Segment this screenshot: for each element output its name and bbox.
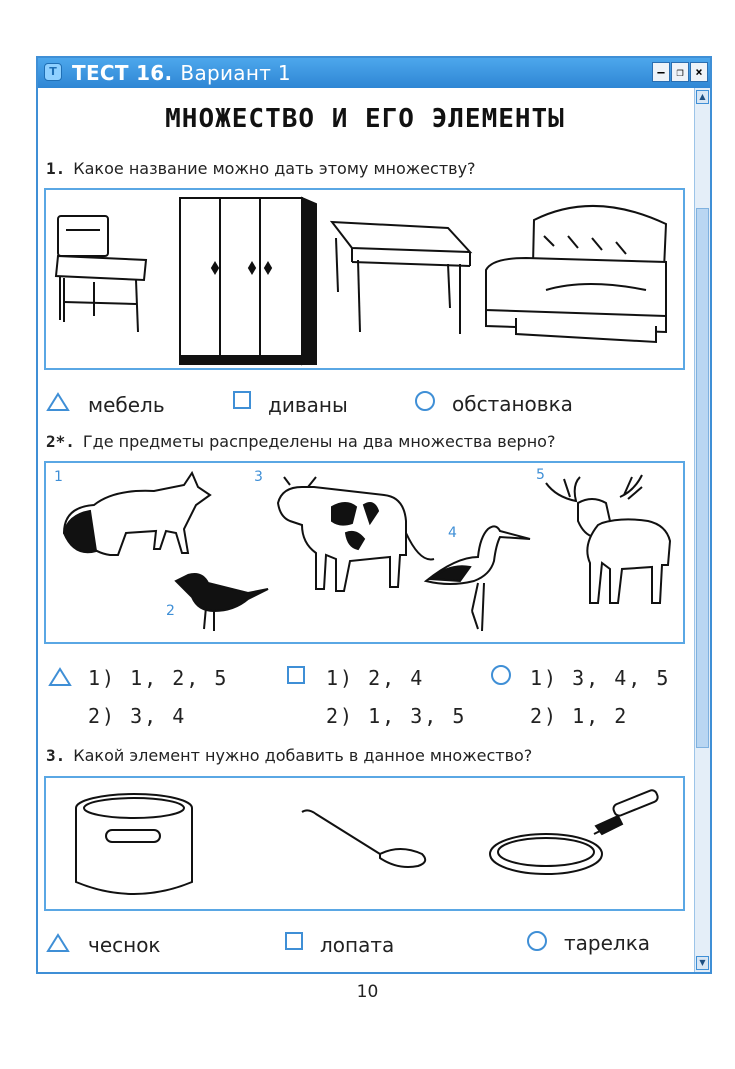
animals-illustration — [46, 463, 683, 642]
square-icon[interactable] — [284, 931, 304, 951]
table-icon — [332, 222, 470, 334]
restore-button[interactable]: ❐ — [671, 62, 689, 82]
circle-icon[interactable] — [490, 664, 512, 686]
page-number: 10 — [356, 982, 379, 1002]
animal-number-1: 1 — [54, 469, 63, 485]
q3-answer-b[interactable]: лопата — [320, 933, 395, 957]
q3-answer-c[interactable]: тарелка — [564, 931, 651, 955]
q2-answer-b-line1[interactable]: 1) 2, 4 — [326, 666, 425, 690]
question-2-pictures — [44, 461, 685, 644]
question-number: 1. — [46, 159, 66, 178]
q2-answer-b-line2[interactable]: 2) 1, 3, 5 — [326, 704, 467, 728]
minimize-button[interactable]: – — [652, 62, 670, 82]
sofa-icon — [486, 206, 666, 342]
circle-icon[interactable] — [414, 390, 436, 412]
question-number: 2*. — [46, 432, 75, 451]
pot-icon — [76, 794, 192, 894]
q3-answer-a[interactable]: чеснок — [88, 933, 161, 957]
square-icon[interactable] — [286, 665, 306, 685]
spoon-icon — [302, 810, 425, 867]
question-number: 3. — [46, 746, 66, 765]
vertical-scrollbar[interactable] — [694, 88, 710, 972]
animal-number-4: 4 — [448, 525, 457, 541]
question-3-pictures — [44, 776, 685, 911]
frying-pan-icon — [490, 789, 659, 874]
wardrobe-icon — [180, 198, 316, 364]
close-button[interactable]: × — [690, 62, 708, 82]
square-icon[interactable] — [232, 390, 252, 410]
scroll-up-icon[interactable]: ▲ — [696, 90, 709, 104]
stork-icon — [426, 526, 530, 631]
question-text: Какое название можно дать этому множеству? — [73, 159, 476, 178]
furniture-illustration — [46, 190, 683, 368]
question-1-pictures — [44, 188, 685, 370]
test-variant: Вариант 1 — [180, 61, 291, 85]
triangle-icon[interactable] — [46, 933, 70, 953]
fox-icon — [64, 473, 210, 555]
q1-answer-b[interactable]: диваны — [268, 393, 348, 417]
question-3 — [46, 746, 532, 765]
crow-icon — [176, 574, 268, 631]
q2-answer-a-line2[interactable]: 2) 3, 4 — [88, 704, 187, 728]
moose-icon — [546, 475, 670, 603]
question-text: Где предметы распределены на два множества верно? — [82, 432, 556, 451]
page-title: МНОЖЕСТВО И ЕГО ЭЛЕМЕНТЫ — [165, 104, 565, 134]
animal-number-3: 3 — [254, 469, 263, 485]
triangle-icon[interactable] — [46, 392, 70, 412]
triangle-icon[interactable] — [48, 667, 72, 687]
chair-icon — [56, 216, 146, 332]
question-1 — [46, 159, 476, 178]
q2-answer-c-line1[interactable]: 1) 3, 4, 5 — [530, 666, 671, 690]
app-icon: T — [44, 63, 62, 81]
animal-number-2: 2 — [166, 603, 175, 619]
q2-answer-a-line1[interactable]: 1) 1, 2, 5 — [88, 666, 229, 690]
scroll-down-icon[interactable]: ▼ — [696, 956, 709, 970]
test-title: ТЕСТ 16. — [72, 61, 173, 85]
q2-answer-c-line2[interactable]: 2) 1, 2 — [530, 704, 629, 728]
q1-answer-a[interactable]: мебель — [88, 393, 165, 417]
scroll-thumb[interactable] — [696, 208, 709, 748]
cow-icon — [278, 477, 434, 591]
question-text: Какой элемент нужно добавить в данное множество? — [73, 746, 533, 765]
animal-number-5: 5 — [536, 467, 545, 483]
question-2 — [46, 432, 555, 451]
kitchenware-illustration — [46, 778, 683, 909]
title-bar — [38, 58, 710, 88]
q1-answer-c[interactable]: обстановка — [452, 392, 573, 416]
circle-icon[interactable] — [526, 930, 548, 952]
window-title — [72, 61, 291, 85]
